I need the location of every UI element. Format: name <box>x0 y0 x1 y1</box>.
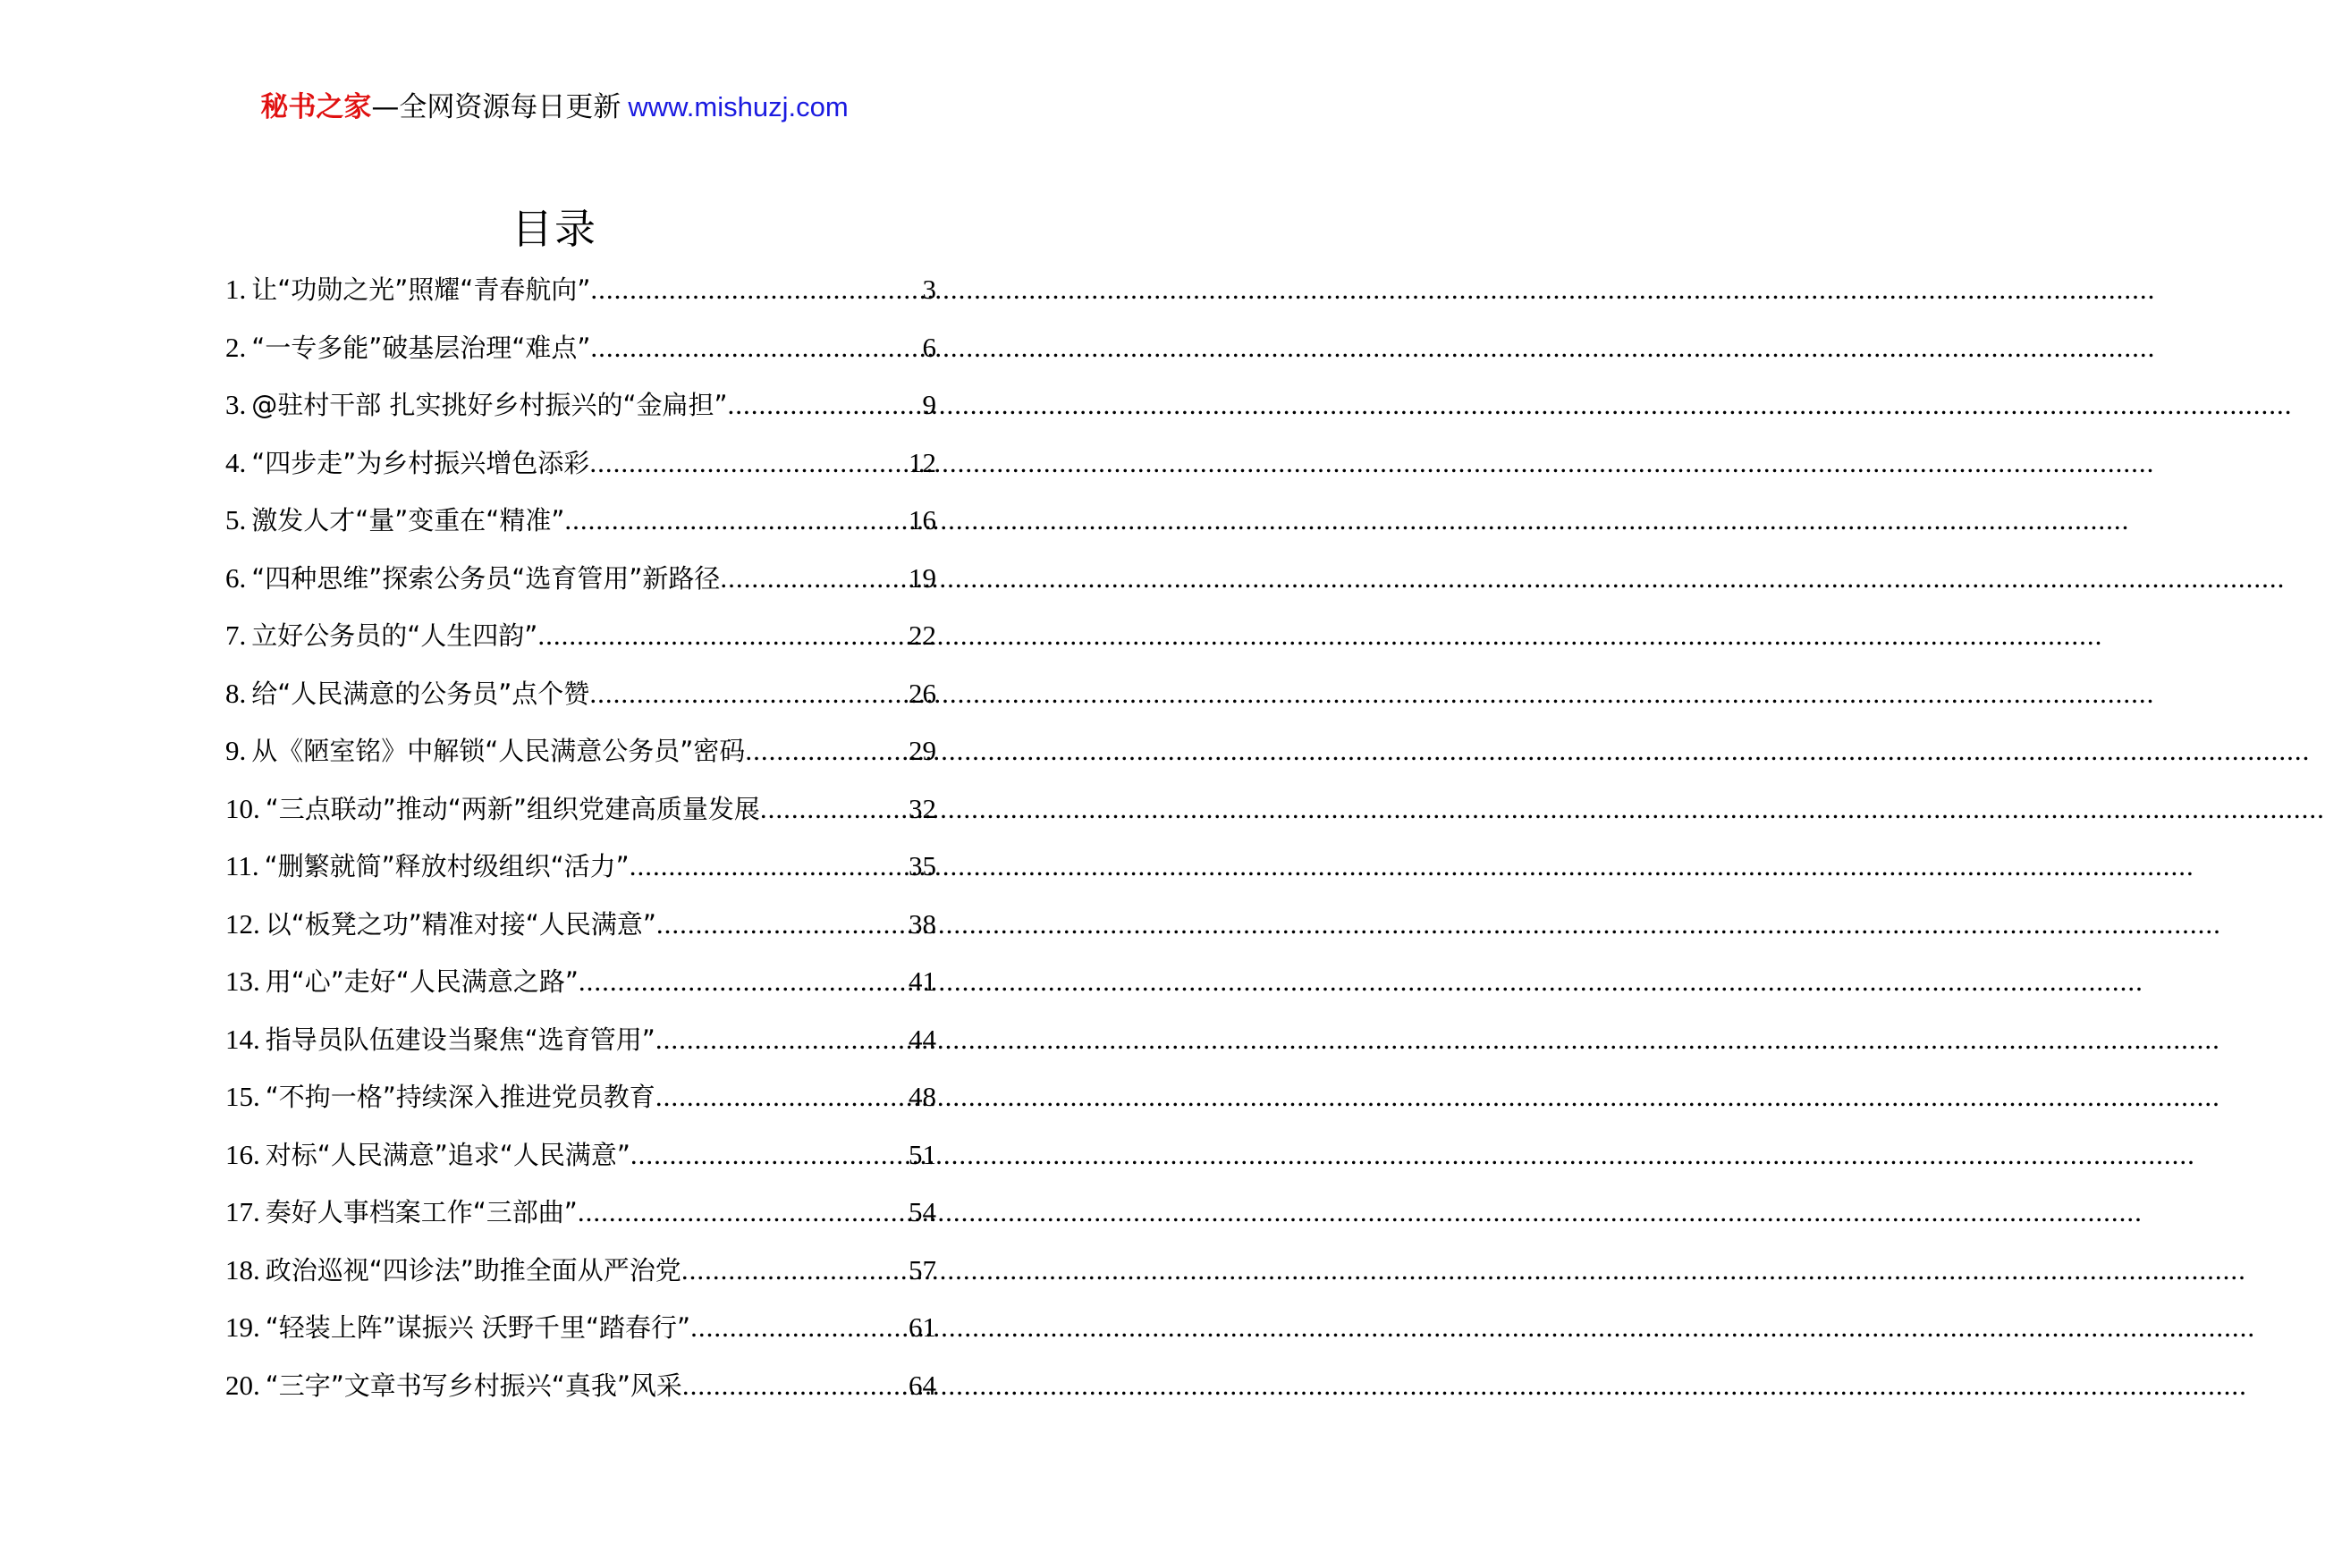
toc-entry[interactable] <box>225 780 936 839</box>
toc-dot-leader <box>760 780 908 839</box>
toc-entry-title: “一专多能”破基层治理“难点” <box>251 332 591 363</box>
toc-entry-number: 20. <box>225 1369 260 1401</box>
toc-entry[interactable] <box>225 1011 936 1069</box>
toc-entry-number: 7. <box>225 620 247 651</box>
toc-entry-title: 以“板凳之功”精准对接“人民满意” <box>265 908 656 940</box>
toc-entry-number: 5. <box>225 504 247 535</box>
toc-entry-number: 1. <box>225 274 247 305</box>
toc-entry-page: 35 <box>909 850 936 881</box>
toc-entry-title: “四步走”为乡村振兴增色添彩 <box>251 447 590 478</box>
toc-entry[interactable] <box>225 1184 936 1242</box>
toc-entry[interactable] <box>225 1357 936 1415</box>
toc-dot-leader <box>537 607 908 665</box>
toc-entry-title: “不拘一格”持续深入推进党员教育 <box>265 1082 655 1112</box>
toc-dot-leader <box>630 1126 908 1184</box>
toc-entry-number: 13. <box>225 965 260 997</box>
toc-entry-number: 17. <box>225 1196 260 1227</box>
toc-entry-page: 41 <box>909 965 936 997</box>
toc-dot-leader <box>720 550 908 608</box>
toc-entry-page: 22 <box>909 620 936 651</box>
header-url-link[interactable]: www.mishuzj.com <box>628 91 849 122</box>
table-of-contents <box>225 261 936 1414</box>
toc-entry-page: 9 <box>922 389 936 420</box>
toc-entry[interactable] <box>225 1126 936 1184</box>
toc-entry-title: @驻村干部 扎实挑好乡村振兴的“金扁担” <box>251 390 728 420</box>
toc-entry-number: 18. <box>225 1253 260 1286</box>
toc-entry-title: 指导员队伍建设当聚焦“选育管用” <box>265 1024 655 1055</box>
toc-entry[interactable] <box>225 1068 936 1126</box>
toc-entry-page: 29 <box>909 735 936 766</box>
toc-dot-leader <box>630 838 908 896</box>
toc-entry-title: “轻装上阵”谋振兴 沃野千里“踏春行” <box>265 1312 691 1343</box>
toc-dot-leader <box>728 376 922 434</box>
toc-entry-title: “四种思维”探索公务员“选育管用”新路径 <box>251 562 721 594</box>
toc-entry[interactable] <box>225 953 936 1011</box>
toc-entry-page: 3 <box>922 274 936 305</box>
toc-entry-page: 61 <box>909 1311 936 1343</box>
toc-dot-leader <box>590 261 921 319</box>
toc-entry-number: 6. <box>225 561 247 594</box>
toc-entry-page: 32 <box>909 792 936 824</box>
toc-entry-title: 让“功勋之光”照耀“青春航向” <box>251 274 591 305</box>
toc-entry-page: 12 <box>909 446 936 478</box>
toc-dot-leader <box>655 1068 908 1126</box>
toc-dot-leader <box>656 896 908 954</box>
toc-entry-page: 38 <box>909 907 936 940</box>
toc-entry[interactable] <box>225 261 936 319</box>
toc-entry-page: 19 <box>909 561 936 594</box>
toc-entry[interactable] <box>225 376 936 434</box>
toc-entry[interactable] <box>225 319 936 377</box>
toc-dot-leader <box>589 434 908 493</box>
toc-dot-leader <box>578 1184 908 1242</box>
toc-entry-title: 对标“人民满意”追求“人民满意” <box>265 1139 630 1170</box>
toc-entry-title: “三点联动”推动“两新”组织党建高质量发展 <box>265 793 760 824</box>
toc-entry-title: 用“心”走好“人民满意之路” <box>265 966 579 997</box>
toc-entry-page: 16 <box>909 504 936 535</box>
toc-entry-title: “三字”文章书写乡村振兴“真我”风采 <box>265 1370 682 1401</box>
toc-entry-title: 立好公务员的“人生四韵” <box>251 620 538 651</box>
toc-dot-leader <box>681 1242 908 1300</box>
toc-entry-page: 51 <box>909 1138 936 1170</box>
toc-dot-leader <box>655 1011 908 1069</box>
toc-dot-leader <box>745 722 908 780</box>
toc-entry-title: 从《陋室铭》中解锁“人民满意公务员”密码 <box>251 736 746 766</box>
toc-entry-page: 64 <box>909 1369 936 1401</box>
toc-entry[interactable] <box>225 1242 936 1300</box>
toc-dot-leader <box>682 1357 908 1415</box>
toc-entry-title: 政治巡视“四诊法”助推全面从严治党 <box>265 1254 681 1286</box>
toc-entry-number: 14. <box>225 1023 260 1055</box>
toc-entry-page: 6 <box>922 331 936 363</box>
page-header <box>0 88 1109 127</box>
toc-entry-number: 4. <box>225 446 247 478</box>
toc-dot-leader <box>690 1299 908 1357</box>
brand-name: 秘书之家 <box>260 91 372 123</box>
toc-entry[interactable] <box>225 896 936 954</box>
toc-entry[interactable] <box>225 550 936 608</box>
toc-dot-leader <box>564 492 908 550</box>
toc-dot-leader <box>589 665 908 723</box>
toc-dot-leader <box>579 953 908 1011</box>
toc-entry[interactable] <box>225 607 936 665</box>
toc-entry-title: “删繁就简”释放村级组织“活力” <box>264 851 630 881</box>
toc-entry-number: 2. <box>225 331 247 363</box>
toc-dot-leader <box>590 319 921 377</box>
toc-entry-number: 3. <box>225 389 247 420</box>
toc-entry[interactable] <box>225 722 936 780</box>
toc-entry-number: 11. <box>225 850 259 881</box>
toc-entry-number: 9. <box>225 735 247 766</box>
toc-entry-page: 57 <box>909 1253 936 1286</box>
toc-entry[interactable] <box>225 838 936 896</box>
toc-entry[interactable] <box>225 665 936 723</box>
page-title: 目录 <box>512 205 597 253</box>
toc-entry[interactable] <box>225 434 936 493</box>
toc-entry-page: 54 <box>909 1196 936 1227</box>
toc-entry[interactable] <box>225 1299 936 1357</box>
toc-entry-title: 给“人民满意的公务员”点个赞 <box>251 678 590 709</box>
toc-entry-number: 16. <box>225 1138 260 1170</box>
toc-entry-title: 激发人才“量”变重在“精准” <box>251 505 565 535</box>
header-slogan: —全网资源每日更新 <box>371 91 621 123</box>
toc-entry-number: 8. <box>225 677 247 709</box>
toc-entry-number: 15. <box>225 1081 260 1112</box>
toc-entry-page: 48 <box>909 1081 936 1112</box>
toc-entry-number: 10. <box>225 792 260 824</box>
toc-entry-page: 44 <box>909 1023 936 1055</box>
toc-entry-title: 奏好人事档案工作“三部曲” <box>265 1197 578 1227</box>
toc-entry[interactable] <box>225 492 936 550</box>
toc-entry-number: 19. <box>225 1311 260 1343</box>
toc-entry-page: 26 <box>909 677 936 709</box>
toc-entry-number: 12. <box>225 907 260 940</box>
